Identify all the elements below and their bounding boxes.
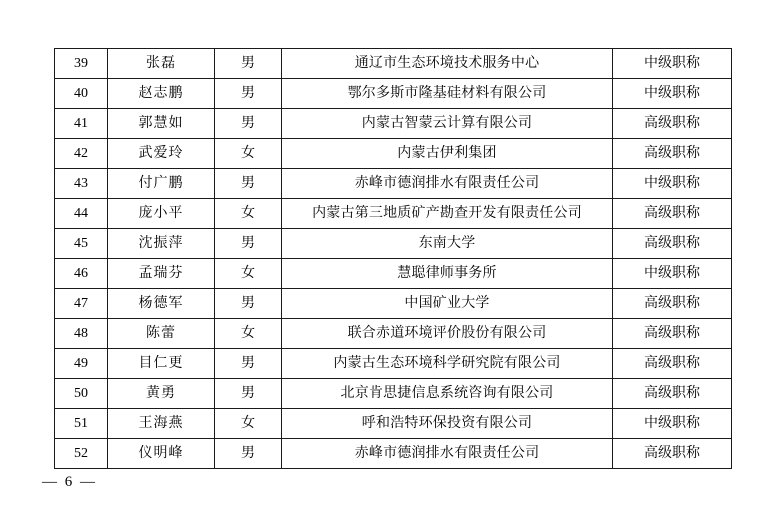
row-number: 39 — [55, 49, 108, 79]
table-row — [55, 409, 732, 439]
row-number: 45 — [55, 229, 108, 259]
row-name: 付广鹏 — [108, 169, 215, 199]
row-name: 陈蕾 — [108, 319, 215, 349]
table-row — [55, 439, 732, 469]
row-gender: 男 — [215, 79, 282, 109]
row-level: 中级职称 — [613, 79, 732, 109]
table-row — [55, 259, 732, 289]
row-name: 郭慧如 — [108, 109, 215, 139]
row-gender: 女 — [215, 199, 282, 229]
row-organization: 鄂尔多斯市隆基硅材料有限公司 — [282, 79, 613, 109]
table-row — [55, 109, 732, 139]
table-row — [55, 169, 732, 199]
row-level: 中级职称 — [613, 169, 732, 199]
row-number: 51 — [55, 409, 108, 439]
row-name: 张磊 — [108, 49, 215, 79]
page-number: — 6 — — [42, 474, 97, 490]
row-gender: 男 — [215, 349, 282, 379]
roster-table — [54, 48, 732, 469]
row-organization: 赤峰市德润排水有限责任公司 — [282, 439, 613, 469]
row-organization: 赤峰市德润排水有限责任公司 — [282, 169, 613, 199]
row-gender: 女 — [215, 319, 282, 349]
row-name: 庞小平 — [108, 199, 215, 229]
row-name: 沈振萍 — [108, 229, 215, 259]
row-number: 50 — [55, 379, 108, 409]
row-gender: 女 — [215, 259, 282, 289]
row-level: 高级职称 — [613, 349, 732, 379]
table-row — [55, 289, 732, 319]
row-level: 高级职称 — [613, 439, 732, 469]
row-gender: 男 — [215, 49, 282, 79]
table-row — [55, 199, 732, 229]
table-row — [55, 229, 732, 259]
table-row — [55, 49, 732, 79]
row-number: 42 — [55, 139, 108, 169]
row-gender: 男 — [215, 109, 282, 139]
row-number: 43 — [55, 169, 108, 199]
row-gender: 男 — [215, 439, 282, 469]
row-organization: 中国矿业大学 — [282, 289, 613, 319]
row-level: 中级职称 — [613, 259, 732, 289]
row-gender: 男 — [215, 289, 282, 319]
row-organization: 内蒙古伊利集团 — [282, 139, 613, 169]
row-level: 高级职称 — [613, 109, 732, 139]
row-organization: 东南大学 — [282, 229, 613, 259]
row-name: 黄勇 — [108, 379, 215, 409]
row-gender: 男 — [215, 169, 282, 199]
row-organization: 通辽市生态环境技术服务中心 — [282, 49, 613, 79]
row-gender: 女 — [215, 409, 282, 439]
row-organization: 呼和浩特环保投资有限公司 — [282, 409, 613, 439]
row-organization: 慧聪律师事务所 — [282, 259, 613, 289]
row-name: 武爱玲 — [108, 139, 215, 169]
row-level: 中级职称 — [613, 49, 732, 79]
table-row — [55, 79, 732, 109]
row-number: 48 — [55, 319, 108, 349]
row-number: 47 — [55, 289, 108, 319]
row-level: 高级职称 — [613, 139, 732, 169]
row-name: 杨德军 — [108, 289, 215, 319]
table-row — [55, 139, 732, 169]
row-level: 高级职称 — [613, 199, 732, 229]
row-level: 高级职称 — [613, 289, 732, 319]
row-gender: 男 — [215, 379, 282, 409]
row-gender: 男 — [215, 229, 282, 259]
row-gender: 女 — [215, 139, 282, 169]
roster-table-container — [54, 48, 726, 469]
table-row — [55, 319, 732, 349]
row-organization: 内蒙古智蒙云计算有限公司 — [282, 109, 613, 139]
row-organization: 北京肯思捷信息系统咨询有限公司 — [282, 379, 613, 409]
row-name: 孟瑞芬 — [108, 259, 215, 289]
row-organization: 联合赤道环境评价股份有限公司 — [282, 319, 613, 349]
row-organization: 内蒙古第三地质矿产勘查开发有限责任公司 — [282, 199, 613, 229]
row-name: 仪明峰 — [108, 439, 215, 469]
row-level: 高级职称 — [613, 229, 732, 259]
row-number: 49 — [55, 349, 108, 379]
row-level: 高级职称 — [613, 379, 732, 409]
table-row — [55, 379, 732, 409]
row-organization: 内蒙古生态环境科学研究院有限公司 — [282, 349, 613, 379]
row-number: 46 — [55, 259, 108, 289]
row-number: 44 — [55, 199, 108, 229]
row-name: 王海燕 — [108, 409, 215, 439]
row-level: 中级职称 — [613, 409, 732, 439]
row-number: 41 — [55, 109, 108, 139]
row-name: 目仁更 — [108, 349, 215, 379]
row-number: 52 — [55, 439, 108, 469]
roster-table-body — [55, 49, 732, 469]
table-row — [55, 349, 732, 379]
row-level: 高级职称 — [613, 319, 732, 349]
row-number: 40 — [55, 79, 108, 109]
row-name: 赵志鹏 — [108, 79, 215, 109]
